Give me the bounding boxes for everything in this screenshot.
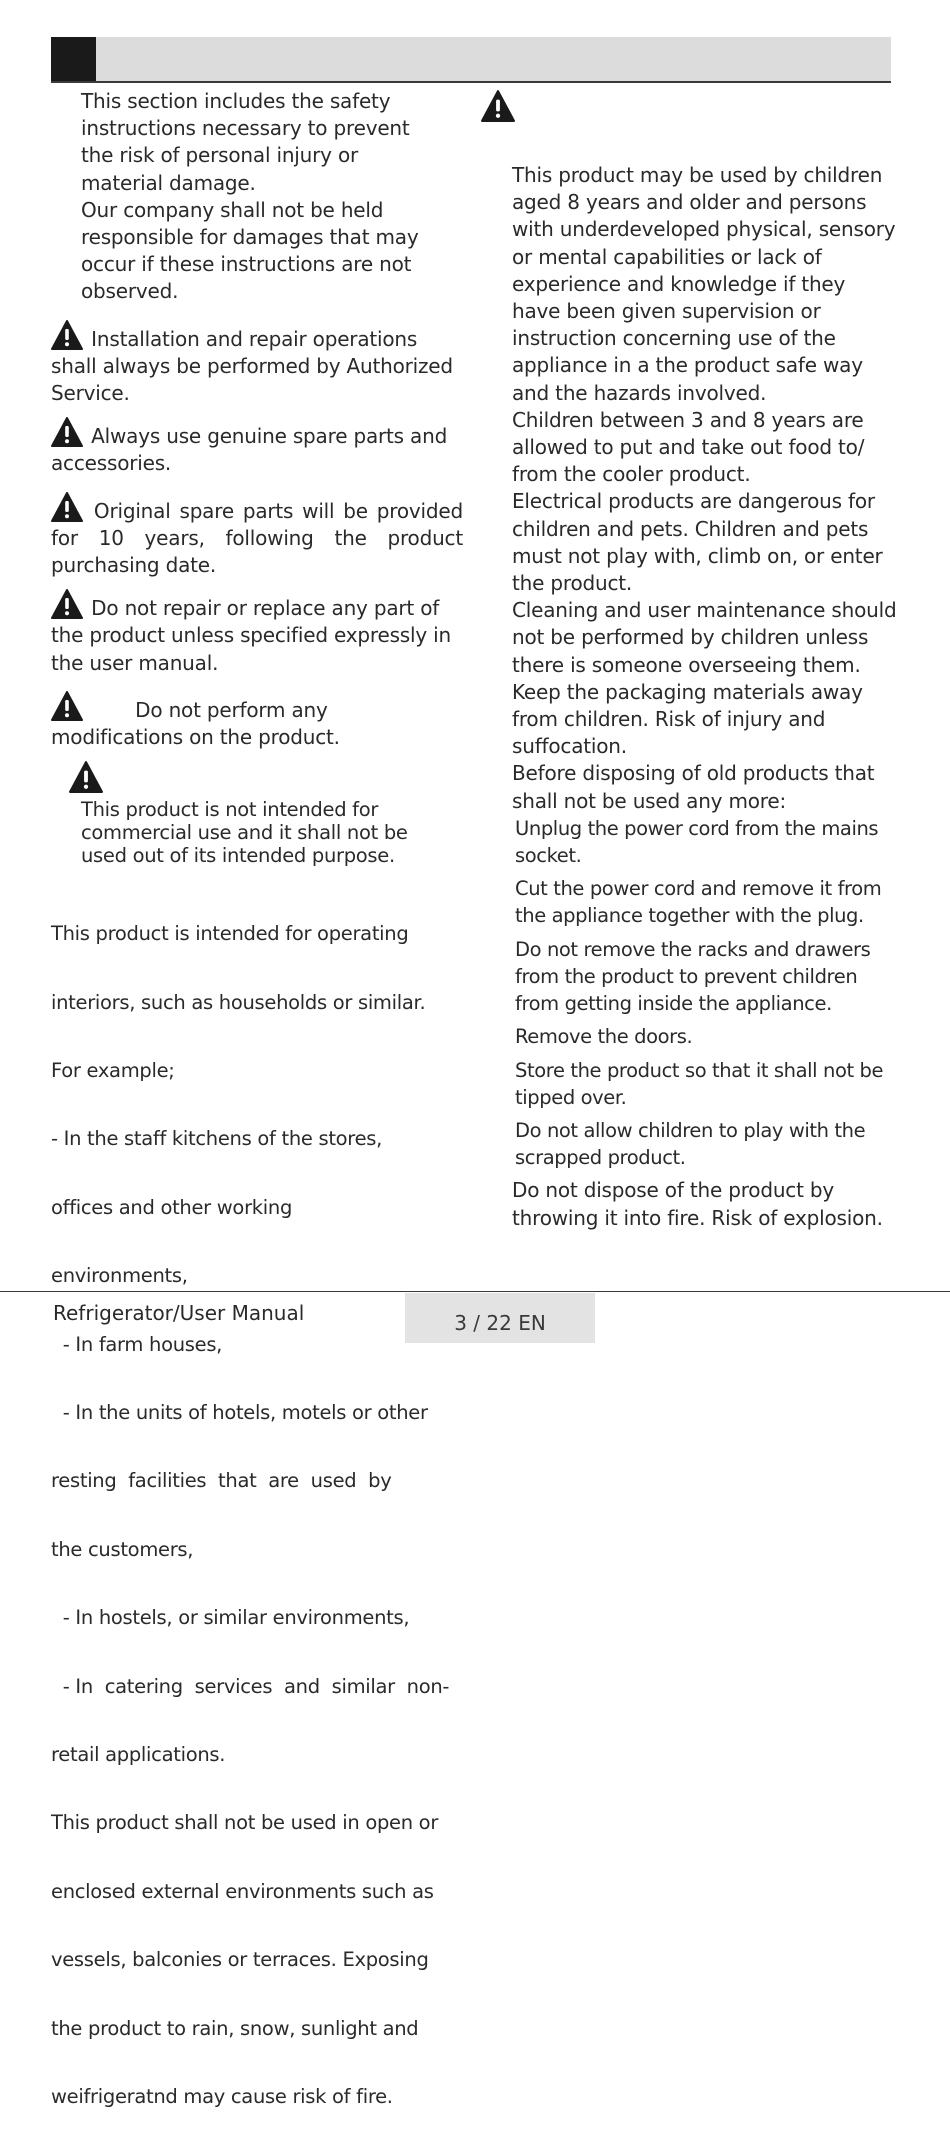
children-3-8-paragraph: Children between 3 and 8 years are allowed to put and take out food to/ from the cooler product. (512, 407, 865, 487)
usage-line: resting facilities that are used by (51, 1469, 392, 1493)
warning-triangle-icon (69, 761, 103, 793)
footer-page-number: 3 / 22 EN (405, 1293, 595, 1343)
children-paragraph: This product may be used by children aged 8 years and older and persons with underdeveloped physical, sensory or mental capabilities or lack of experience and knowledge if they have been given supervision or instruction concerning use of the appliance in a the product safe way and the hazards involved. (512, 163, 896, 405)
usage-line: For example; (51, 1059, 175, 1083)
warning-triangle-icon (481, 90, 517, 124)
usage-line: environments, (51, 1264, 188, 1288)
warning-spare-parts: Original spare parts will be provided for 10 years, following the product purchasing date. (51, 492, 463, 580)
warning-triangle-icon (51, 417, 85, 447)
warning-no-repair: Do not repair or replace any part of the product unless specified expressly in the user manual. (51, 589, 463, 677)
footer-divider (0, 1291, 950, 1292)
disposal-step: Remove the doors. (515, 1025, 693, 1049)
warning-triangle-icon (51, 320, 85, 350)
intended-use-paragraph: This product is not intended for commercial use and it shall not be used out of its intended purpose. (81, 798, 408, 867)
section-header-bar (51, 37, 891, 83)
usage-line: interiors, such as households or similar. (51, 990, 426, 1014)
electrical-paragraph: Electrical products are dangerous for children and pets. Children and pets must not play with, climb on, or enter the product. (512, 489, 883, 596)
usage-line: the product to rain, snow, sunlight and (51, 2016, 419, 2040)
disposal-step: Store the product so that it shall not be tipped over. (515, 1058, 884, 1109)
warning-triangle-icon (51, 589, 85, 619)
intro-paragraph-2: Our company shall not be held responsible for damages that may occur if these instructions are not observed. (81, 197, 419, 304)
usage-line: - In the units of hotels, motels or other (51, 1400, 428, 1424)
usage-line: offices and other working (51, 1195, 293, 1219)
warning-installation: Installation and repair operations shall always be performed by Authorized Service. (51, 320, 463, 408)
disposal-step: Cut the power cord and remove it from the appliance together with the plug. (515, 877, 882, 928)
usage-line: the customers, (51, 1537, 194, 1561)
warning-triangle-icon (51, 691, 129, 721)
left-column (51, 88, 463, 2154)
packaging-paragraph: Keep the packaging materials away from children. Risk of injury and suffocation. (512, 679, 863, 759)
warning-no-modifications: Do not perform any modifications on the product. (51, 691, 463, 751)
right-column (512, 162, 897, 1232)
usage-line: - In farm houses, (51, 1332, 223, 1356)
usage-line: - In the staff kitchens of the stores, (51, 1127, 383, 1151)
cleaning-paragraph: Cleaning and user maintenance should not be performed by children unless there is someone overseeing them. (512, 598, 897, 677)
usage-line: - In catering services and similar non- (51, 1674, 450, 1698)
disposal-step: Unplug the power cord from the mains socket. (515, 816, 879, 868)
warning-triangle-icon (51, 492, 85, 522)
footer-manual-title: Refrigerator/User Manual (53, 1301, 305, 1325)
usage-line: enclosed external environments such as (51, 1879, 434, 1903)
usage-line: weifrigeratnd may cause risk of fire. (51, 2084, 393, 2108)
usage-paragraph (51, 878, 463, 2154)
usage-line: This product shall not be used in open or (51, 1811, 439, 1835)
usage-line: retail applications. (51, 1742, 226, 1766)
warning-genuine-parts: Always use genuine spare parts and accessories. (51, 417, 463, 477)
usage-line: This product is intended for operating (51, 922, 409, 946)
disposal-step: Do not remove the racks and drawers from the product to prevent children from getting inside the appliance. (515, 937, 871, 1016)
usage-line: vessels, balconies or terraces. Exposing (51, 1948, 429, 1972)
disposal-step: Do not allow children to play with the scrapped product. (515, 1118, 866, 1170)
disposing-paragraph: Before disposing of old products that shall not be used any more: (512, 761, 875, 813)
intro-paragraph-1: This section includes the safety instructions necessary to prevent the risk of personal injury or material damage. (81, 89, 410, 195)
usage-line: - In hostels, or similar environments, (51, 1606, 410, 1630)
section-number-block (51, 37, 96, 81)
fire-warning-paragraph: Do not dispose of the product by throwing it into fire. Risk of explosion. (512, 1178, 883, 1230)
